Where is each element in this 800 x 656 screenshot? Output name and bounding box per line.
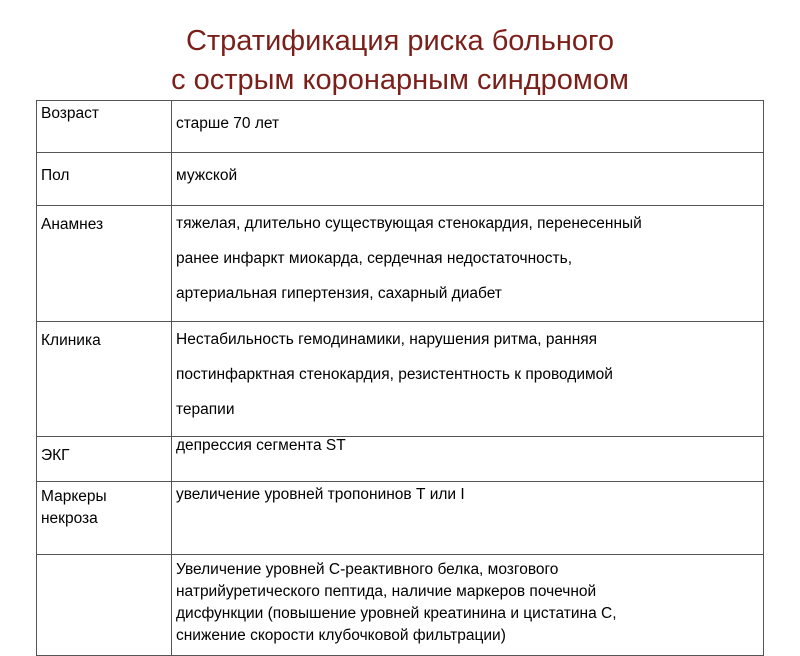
- row-label: [37, 555, 172, 656]
- row-label-text: Анамнез: [41, 216, 104, 233]
- row-label: [37, 437, 172, 482]
- row-value: [172, 206, 764, 322]
- title-line-1: Стратификация риска больного: [185, 25, 615, 57]
- row-value: [172, 482, 764, 555]
- row-value-line: снижение скорости клубочковой фильтрации): [176, 627, 506, 644]
- row-value-line: мужской: [176, 167, 238, 184]
- risk-stratification-table: [36, 100, 764, 656]
- row-label-text: некроза: [41, 510, 98, 527]
- row-label: [37, 206, 172, 322]
- title-line-2: с острым коронарным синдромом: [171, 64, 629, 96]
- row-label: [37, 101, 172, 153]
- row-value-line: артериальная гипертензия, сахарный диабет: [176, 285, 502, 302]
- row-value-line: ранее инфаркт миокарда, сердечная недостаточность,: [176, 250, 573, 267]
- row-value-line: увеличение уровней тропонинов Т или I: [176, 486, 465, 503]
- row-value-line: старше 70 лет: [176, 115, 280, 132]
- row-label-text: Клиника: [41, 332, 101, 349]
- row-value: [172, 437, 764, 482]
- row-label: [37, 322, 172, 437]
- table-row-age: [37, 101, 764, 153]
- row-value-line: депрессия сегмента ST: [176, 437, 346, 454]
- row-value: [172, 153, 764, 206]
- row-value-line: постинфарктная стенокардия, резистентность к проводимой: [176, 366, 613, 383]
- row-value-line: Нестабильность гемодинамики, нарушения ритма, ранняя: [176, 331, 598, 348]
- row-value: [172, 555, 764, 656]
- row-value-line: натрийуретического пептида, наличие маркеров почечной: [176, 583, 597, 600]
- table-row-clinical: [37, 322, 764, 437]
- table-row-history: [37, 206, 764, 322]
- row-value-line: дисфункции (повышение уровней креатинина и цистатина С,: [176, 605, 617, 622]
- slide-title: [0, 22, 800, 100]
- row-label-text: Возраст: [41, 105, 99, 122]
- table-row-ecg: [37, 437, 764, 482]
- row-value-line: тяжелая, длительно существующая стенокардия, перенесенный: [176, 215, 642, 232]
- row-label-text: ЭКГ: [41, 447, 70, 464]
- row-label: [37, 153, 172, 206]
- row-label: [37, 482, 172, 555]
- row-label-text: Маркеры: [41, 488, 107, 505]
- row-value: [172, 322, 764, 437]
- table-row-sex: [37, 153, 764, 206]
- table-row-necrosis-markers: [37, 482, 764, 555]
- row-value: [172, 101, 764, 153]
- row-value-line: терапии: [176, 401, 235, 418]
- table-row-other-markers: [37, 555, 764, 656]
- row-value-line: Увеличение уровней С-реактивного белка, мозгового: [176, 561, 559, 578]
- row-label-text: Пол: [41, 167, 70, 184]
